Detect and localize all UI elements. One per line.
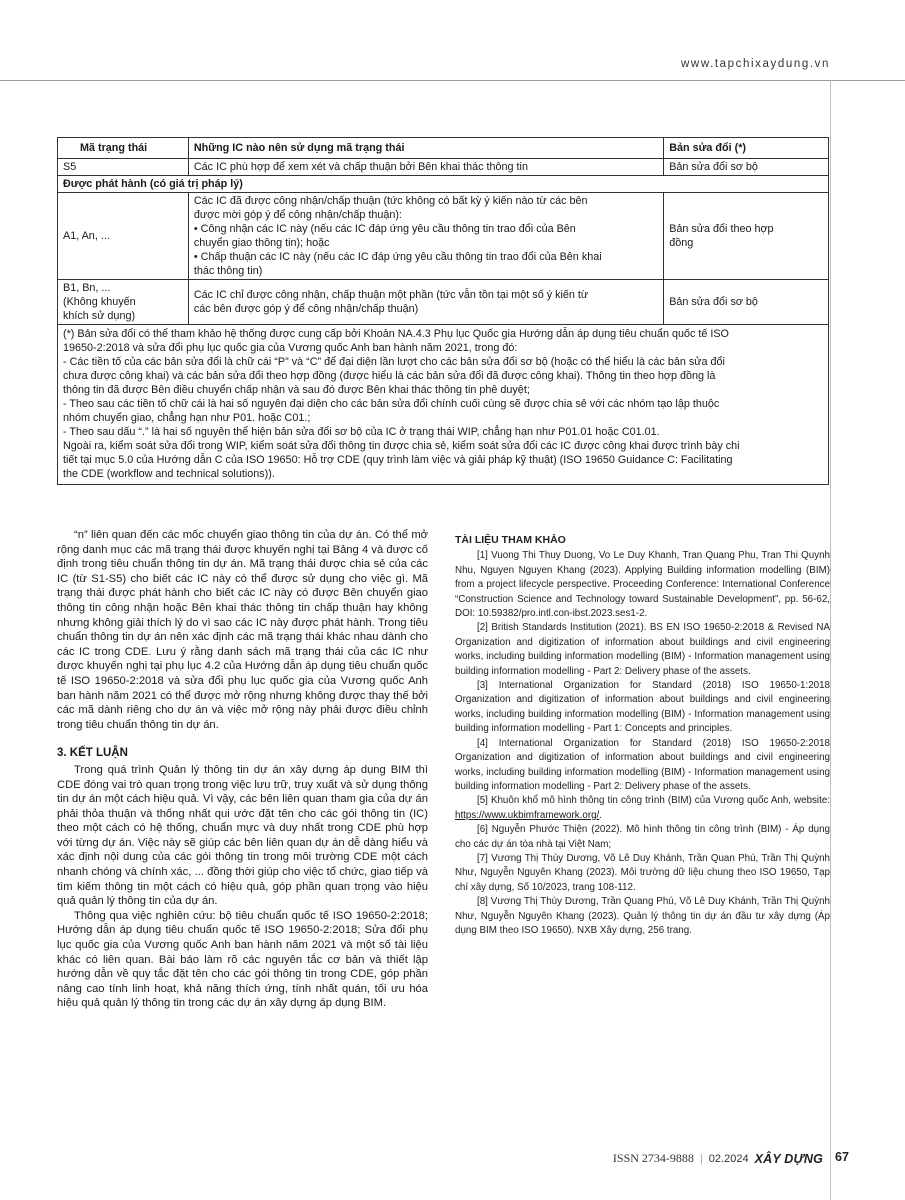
section-heading: 3. KẾT LUẬN (57, 747, 128, 760)
magazine-logo: XÂY DỰNG (754, 1151, 823, 1166)
revision-cell (664, 193, 829, 280)
note-line: 19650-2:2018 và sửa đổi phụ lục quốc gia của Vương quốc Anh ban hành năm 2021, trong đó: (63, 342, 518, 354)
references-column (455, 533, 830, 938)
body-paragraph: “n” liên quan đến các mốc chuyển giao thông tin của dự án. Có thể mở rộng danh mục các mã trạng thái được khuyến nghị tại Bảng 4 và được cố định trong tiêu chuẩn thông tin dự án. Mã trạng thái được chia sẻ của các IC (từ S1-S5) cho biết các IC này có thể được sử dụng cho việc gì. Mã trạng thái được phát hành cho biết các IC này có được Bên chuyển giao thông tin công nhận hoặc Bên khai thác thông tin chấp thuận hay không nhưng không giải thích lý do vì sao các IC này được phát hành. Trong tiêu chuẩn thông tin dự án nên xác định các mã trạng thái khác nhau dành cho các IC trong CDE. Lưu ý rằng danh sách mã trạng thái của các IC như được khuyến nghị tại phụ lục 4.2 của Hướng dẫn áp dụng tiêu chuẩn quốc tế ISO 19650-2:2018 và sửa đổi phụ lục quốc gia của Vương quốc Anh ban hành năm 2021 có thể được mở rộng nhưng không được thay thế bởi các mã dành riêng cho dự án và việc mở rộng này phải được điều chỉnh trong tiêu chuẩn thông tin dự án. (57, 529, 428, 731)
status-code-cell: S5 (58, 159, 189, 176)
references-heading: TÀI LIỆU THAM KHẢO (455, 534, 566, 546)
table-row (58, 193, 829, 280)
note-line: - Theo sau các tiền tố chữ cái là hai số nguyên đại diện cho các bản sửa đổi chính cuối cùng sẽ được chia sẻ với các nhóm tạo lập thuộc (63, 398, 720, 410)
note-line: thông tin đã được Bên điều chuyển chấp nhận và sau đó được Bên khai thác thông tin phê duyệt; (63, 384, 530, 396)
site-url: www.tapchixaydung.vn (681, 58, 830, 70)
cell-line: thác thông tin) (193, 265, 263, 277)
cell-line: Bản sửa đổi theo hợp (669, 223, 774, 235)
reference-text: [5] Khuôn khổ mô hình thông tin công trình (BIM) của Vương quốc Anh, website: (477, 795, 830, 807)
status-code-cell: A1, An, ... (58, 193, 189, 280)
body-paragraph: Thông qua việc nghiên cứu: bộ tiêu chuẩn quốc tế ISO 19650-2:2018; Hướng dẫn áp dụng tiêu chuẩn quốc tế ISO 19650-2:2018; Sửa đổi phụ lục quốc gia của Vương quốc Anh ban hành năm 2021 và một số tài liệu khác có liên quan. Bài báo làm rõ các nguyên tắc cơ bản và thiết lập hướng dẫn về quy tắc đặt tên cho các gói thông tin trong CDE, góp phần nâng cao tính linh hoạt, khả năng thích ứng, tính nhất quán, tối ưu hóa hiệu quả quản lý thông tin trong các dự án xây dựng áp dụng BIM. (57, 909, 428, 1010)
cell-line: đồng (669, 237, 694, 249)
issue-label: 02.2024 (708, 1152, 749, 1165)
status-code-table (57, 137, 829, 485)
cell-line: Các IC đã được công nhận/chấp thuận (tức không có bất kỳ ý kiến nào từ các bên (193, 195, 588, 207)
reference-item: [4] International Organization for Standard (2018) ISO 19650-2:2018 Organization and digitization of information about buildings and civil engineering works, including building information modelling (BIM) - Information management using building information modelling - Part 2: Delivery phase of the assets. (455, 737, 830, 792)
note-line: (*) Bản sửa đổi có thể tham khảo hệ thống được cung cấp bởi Khoản NA.4.3 Phụ lục Quốc gia Hướng dẫn áp dụng tiêu chuẩn quốc tế ISO (63, 328, 729, 340)
page-number: 67 (835, 1150, 849, 1164)
note-line: chưa được công khai) và các bản sửa đổi theo hợp đồng (được hiểu là các bản sửa đổi đã được công khai). Thông tin theo hợp đồng là (63, 370, 716, 382)
table-note-row (58, 325, 829, 485)
note-line: - Theo sau dấu “.” là hai số nguyên thể hiện bản sửa đổi sơ bộ của IC ở trạng thái WIP, chẳng hạn như P01.01 hoặc C01.01. (63, 426, 660, 438)
reference-item: [1] Vuong Thi Thuy Duong, Vo Le Duy Khanh, Tran Quang Phu, Tran Thi Quynh Nhu, Nguyen Nguyen Khang (2023). Applying Building information modelling (BIM) from a project lifecycle perspective. Proceeding Conference: International Conference “Construction Science and Technology toward Sustainable Development”, pp. 56-62, DOI: 10.59382/pro.intl.con-ibst.2023.ses1-2. (455, 550, 830, 620)
issn-label: ISSN 2734-9888 (612, 1151, 694, 1165)
cell-line: được mời góp ý để công nhận/chấp thuận): (193, 209, 402, 221)
table-header-row (58, 138, 829, 159)
header-rule (0, 80, 905, 81)
status-code-cell (58, 280, 189, 325)
table-header: Mã trạng thái (58, 138, 189, 159)
left-column (57, 528, 428, 1011)
cell-line: chuyển giao thông tin); hoặc (193, 237, 330, 249)
section-label: Được phát hành (có giá trị pháp lý) (58, 176, 829, 193)
page-footer (613, 1151, 823, 1166)
reference-item: [7] Vương Thị Thùy Dương, Võ Lê Duy Khánh, Trần Quan Phú, Trần Thị Quỳnh Như, Nguyễn Nguyên Khang (2023). Môi trường dữ liệu chung theo ISO 19650, Tạp chí xây dựng, Số 10/2023, trang 108-112. (455, 852, 830, 893)
reference-item (455, 794, 830, 823)
revision-cell: Bản sửa đổi sơ bộ (664, 159, 829, 176)
note-line: tiết tại mục 5.0 của Hướng dẫn C của ISO 19650: Hỗ trợ CDE (quy trình làm việc và giải pháp kỹ thuật) (ISO 19650 Guidance C: Facilitating (63, 454, 733, 466)
page-spine-rule (830, 80, 831, 1200)
cell-line: (Không khuyến (63, 296, 136, 308)
reference-item: [6] Nguyễn Phước Thiện (2022). Mô hình thông tin công trình (BIM) - Áp dụng cho các dự án tòa nhà tại Việt Nam; (455, 824, 830, 850)
note-line: - Các tiền tố của các bản sửa đổi là chữ cái “P” và “C” để đại diện lần lượt cho các bản sửa đổi sơ bộ (hoặc có thể hiểu là các bản sửa đổi (63, 356, 725, 368)
note-line: the CDE (workflow and technical solutions)). (63, 468, 275, 480)
reference-item: [3] International Organization for Standard (2018) ISO 19650-1:2018 Organization and digitization of information about buildings and civil engineering works, including building information modelling (BIM) - Information management using building information modelling - Part 1: Concepts and principles. (455, 680, 830, 735)
table-header: Những IC nào nên sử dụng mã trạng thái (188, 138, 663, 159)
description-cell (188, 280, 663, 325)
table-row (58, 280, 829, 325)
cell-line: • Công nhận các IC này (nếu các IC đáp ứng yêu cầu thông tin trao đổi của Bên (193, 223, 576, 235)
note-line: nhóm chuyển giao, chẳng hạn như P01. hoặc C01.; (63, 412, 311, 424)
footer-separator: | (699, 1152, 703, 1165)
cell-line: B1, Bn, ... (63, 282, 111, 294)
table-section-row (58, 176, 829, 193)
description-cell (188, 193, 663, 280)
cell-line: các bên được góp ý để công nhận/chấp thuận) (193, 303, 419, 315)
table-header: Bản sửa đổi (*) (664, 138, 829, 159)
cell-line: Các IC chỉ được công nhận, chấp thuận một phần (tức vẫn tồn tại một số ý kiến từ (193, 289, 589, 301)
reference-item: [2] British Standards Institution (2021). BS EN ISO 19650-2:2018 & Revised NA Organization and digitization of information about buildings and civil engineering works, including building information modelling (BIM) - Information management using building information modelling - Part 2: Delivery phase of the assets. (455, 622, 830, 677)
table-note (58, 325, 829, 485)
cell-line: khích sử dụng) (63, 310, 136, 322)
reference-item: [8] Vương Thị Thùy Dương, Trần Quang Phú, Võ Lê Duy Khánh, Trần Thị Quỳnh Như, Nguyễn Nguyên Khang (2023). Quản lý thông tin dự án đầu tư xây dựng (Áp dụng BIM theo ISO 19650). NXB Xây dựng, 256 trang. (455, 896, 830, 936)
reference-link[interactable]: https://www.ukbimframework.org/ (455, 809, 600, 821)
body-paragraph: Trong quá trình Quản lý thông tin dự án xây dựng áp dụng BIM thì CDE đóng vai trò quan trọng trong việc lưu trữ, truy xuất và sử dụng thông tin dự án một cách hiệu quả. Vì vậy, các bên liên quan tham gia của dự án phải thỏa thuận và thống nhất qui ước đặt tên cho các gói thông tin (IC) theo một cách có hệ thống, chuẩn mực và duy nhất trong CDE phù hợp với từng dự án. Việc này sẽ giúp các bên liên quan dự án dễ dàng hiểu và xác định nội dung của các gói thông tin trong môi trường CDE một cách nhanh chóng và chính xác, ... đồng thời giúp cho việc tổ chức, giao tiếp và tìm kiếm thông tin một cách có hiệu quả, góp phần quan trọng vào hiệu quả quản lý thông tin của dự án. (57, 763, 428, 908)
revision-cell: Bản sửa đổi sơ bộ (664, 280, 829, 325)
description-cell: Các IC phù hợp để xem xét và chấp thuận bởi Bên khai thác thông tin (188, 159, 663, 176)
cell-line: • Chấp thuận các IC này (nếu các IC đáp ứng yêu cầu thông tin trao đổi của Bên khai (193, 251, 602, 263)
note-line: Ngoài ra, kiểm soát sửa đổi trong WIP, kiểm soát sửa đổi thông tin được chia sẻ, kiểm soát sửa đổi các IC được công khai được trình bày chi (63, 440, 740, 452)
reference-text: . (599, 809, 603, 821)
table-row (58, 159, 829, 176)
